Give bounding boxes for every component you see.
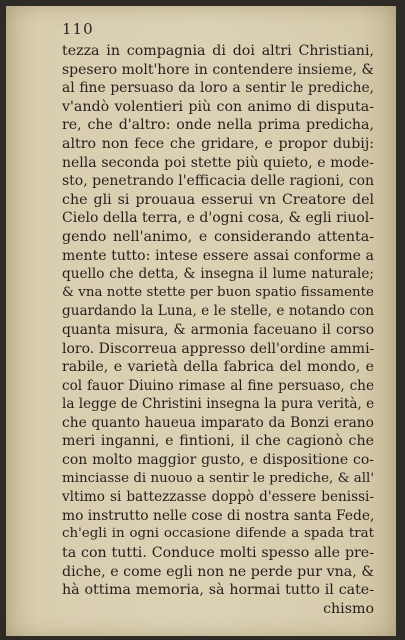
text-line: minciasse di nuouo a sentir le prediche, & all' <box>62 470 374 486</box>
text-line: la legge de Christini insegna la pura verità, e <box>62 396 375 413</box>
catchword: chismo <box>323 600 374 617</box>
text-line: mente tutto: intese essere assai conforme a <box>62 247 374 264</box>
text-line: Cielo della terra, e d'ogni cosa, & egli riuol- <box>62 210 374 227</box>
text-line: rabile, e varietà della fabrica del mondo, e <box>62 359 374 376</box>
book-page <box>6 6 396 636</box>
page-number: 110 <box>62 20 94 38</box>
text-line: diche, e come egli non ne perde pur vna, & <box>62 563 374 580</box>
text-line: & vna notte stette per buon spatio fissamente <box>62 284 374 300</box>
text-line: guardando la Luna, e le stelle, e notando con <box>62 303 374 320</box>
text-line: v'andò volentieri più con animo di disputa- <box>62 98 374 115</box>
body-text <box>62 42 374 618</box>
text-line: loro. Discorreua appresso dell'ordine ammi- <box>62 340 375 357</box>
text-line: ta con tutti. Conduce molti spesso alle pre- <box>62 545 374 562</box>
text-line: quanta misura, & armonia faceuano il corso <box>62 321 374 338</box>
text-line: hà ottima memoria, sà hormai tutto il cate- <box>62 582 374 599</box>
text-line: tezza in compagnia di doi altri Christiani, <box>62 43 374 59</box>
text-line: nella seconda poi stette più quieto, e mode- <box>62 154 374 171</box>
text-line: mo instrutto nelle cose di nostra santa Fede, <box>62 507 375 524</box>
text-line: meri inganni, e fintioni, il che cagionò che <box>62 433 374 450</box>
text-line: che quanto haueua imparato da Bonzi erano <box>62 414 374 431</box>
text-line: altro non fece che gridare, e propor dubij: <box>62 135 374 152</box>
text-line: al fine persuaso da loro a sentir le prediche, <box>62 80 374 97</box>
text-line: re, che d'altro: onde nella prima predicha, <box>62 117 374 134</box>
text-line: quello che detta, & insegna il lume naturale; <box>62 266 374 283</box>
text-line: col fauor Diuino rimase al fine persuaso, che <box>62 377 374 394</box>
text-line: spesero molt'hore in contendere insieme, & <box>62 61 374 78</box>
text-line: sto, penetrando l'efficacia delle ragioni, con <box>62 173 375 190</box>
text-line: vltimo si battezzasse doppò d'essere benissi- <box>62 489 374 506</box>
text-line: ch'egli in ogni occasione difende a spada trat <box>62 526 374 542</box>
text-line: con molto maggior gusto, e dispositione co- <box>62 452 374 469</box>
text-line: gendo nell'animo, e considerando attenta- <box>62 228 374 245</box>
text-line: che gli si prouaua esserui vn Creatore del <box>62 191 374 208</box>
